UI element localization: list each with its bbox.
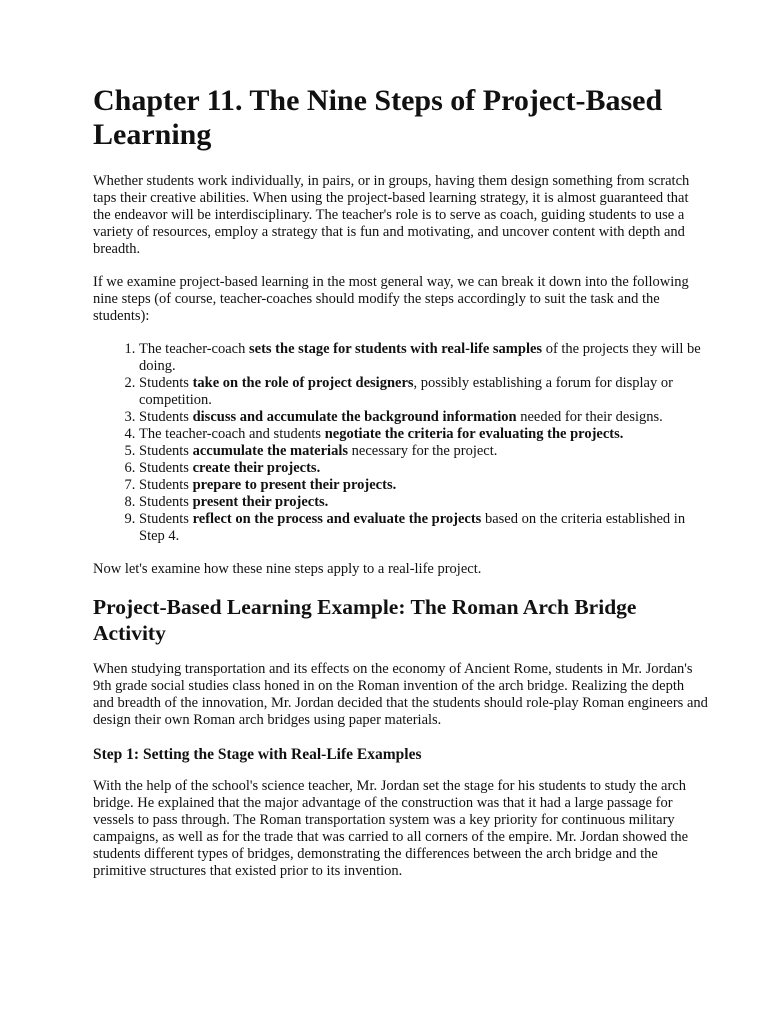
nine-steps-list: [93, 341, 708, 545]
example-section-paragraph: When studying transportation and its effects on the economy of Ancient Rome, students in Mr. Jordan's 9th grade social studies class honed in on the Roman invention of the arch bridge. Realizing the depth and breadth of the innovation, Mr. Jordan decided that the students should role-play Roman engineers and design their own Roman arch bridges using paper materials.: [93, 661, 708, 728]
chapter-title: Chapter 11. The Nine Steps of Project-Based Learning: [93, 84, 663, 151]
list-item: 5. Students accumulate the materials necessary for the project.: [139, 443, 708, 460]
list-item: 8. Students present their projects.: [139, 494, 708, 511]
list-item: 3. Students discuss and accumulate the background information needed for their designs.: [139, 409, 708, 426]
list-item: 9. Students reflect on the process and evaluate the projects based on the criteria established in Step 4.: [139, 511, 708, 545]
example-section-heading: Project-Based Learning Example: The Roman Arch Bridge Activity: [93, 595, 637, 645]
list-item: 2. Students take on the role of project designers, possibly establishing a forum for display or competition.: [139, 375, 708, 409]
list-item: 7. Students prepare to present their projects.: [139, 477, 708, 494]
list-item: 6. Students create their projects.: [139, 460, 708, 477]
intro-paragraph-2: If we examine project-based learning in the most general way, we can break it down into the following nine steps (of course, teacher-coaches should modify the steps accordingly to suit the task and the students):: [93, 274, 689, 324]
intro-paragraph-1: Whether students work individually, in pairs, or in groups, having them design something from scratch taps their creative abilities. When using the project-based learning strategy, it is almost guaranteed that the endeavor will be interdisciplinary. The teacher's role is to serve as coach, guiding students to use a variety of resources, employ a strategy that is fun and motivating, and uncover content with depth and breadth.: [93, 173, 690, 257]
step1-section-paragraph: With the help of the school's science teacher, Mr. Jordan set the stage for his students to study the arch bridge. He explained that the major advantage of the construction was that it had a large passage for vessels to pass through. The Roman transportation system was a key priority for continuous military campaigns, as well as for the trade that was carried to all corners of the empire. Mr. Jordan showed the students different types of bridges, demonstrating the differences between the arch bridge and the primitive structures that existed prior to its invention.: [93, 778, 689, 879]
step1-section-heading: Step 1: Setting the Stage with Real-Life Examples: [93, 746, 422, 763]
list-item: 4. The teacher-coach and students negotiate the criteria for evaluating the projects.: [139, 426, 708, 443]
transition-paragraph: Now let's examine how these nine steps apply to a real-life project.: [93, 561, 482, 577]
list-item: 1. The teacher-coach sets the stage for students with real-life samples of the projects they will be doing.: [139, 341, 708, 375]
